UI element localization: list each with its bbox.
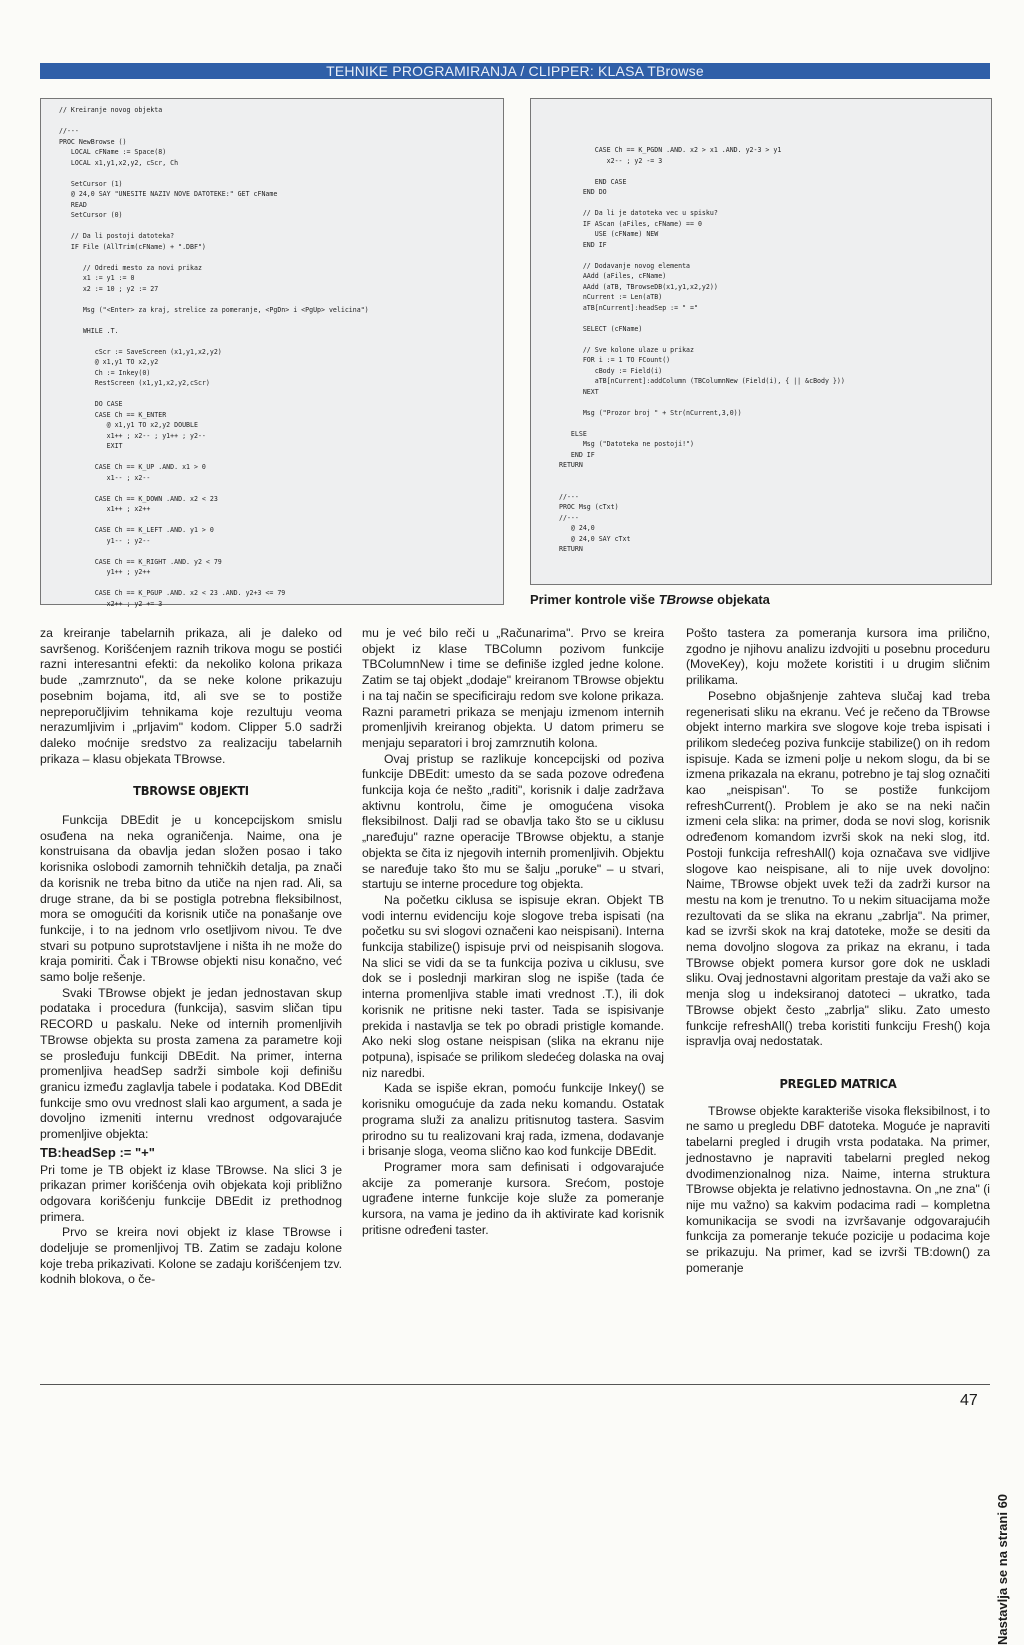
text-column-3 — [686, 626, 990, 1276]
paragraph: Programer mora sam definisati i odgovarajuće akcije za pomeranje kursora. Srećom, postoje ugrađene interne funkcije koje služe za pomeranje kursora, na vama je jedino da ih aktivirate kad korisnik pritisne određeni taster. — [362, 1159, 664, 1237]
code-listing-left — [40, 98, 504, 608]
page-number: 47 — [960, 1392, 978, 1409]
paragraph: Na početku ciklusa se ispisuje ekran. Objekt TB vodi internu evidenciju koje slogove treba ispisati (na početku su svi slogovi označeni kao neispisani). Interna funkcija stabilize() ispisuje prvi od neispisanih slogova. Na slici se vidi da se ta funkcija poziva u ciklusu, sve dok se i poslednji markiran slog ne ispiše (tada će interna promenljiva stable imati vrednost .T.), ili dok korisnik ne pritisne neki taster. Tada se ispisivanje prekida i nastavlja se tek po obradi pristigle komande. Ako neki slog ostane neispisan (slika na ekranu nije potpuna), ispisaće se prilikom sledećeg dolaska na ovaj niz naredbi. — [362, 892, 664, 1080]
caption-emphasis: TBrowse — [658, 592, 714, 607]
paragraph: TBrowse objekte karakteriše visoka fleksibilnost, i to ne samo u pregledu DBF datoteka. Moguće je napraviti tabelarni pregled i drugih vrsta podataka. Na primer, jednostavno je napraviti tabelarni pregled nekog dvodimenzionalnog niza. Naime, interna struktura TBrowse objekta je relativno jednostavna. On „ne zna" (i nije mu važno) sa kakvim podacima radi – kompletna komunikacija se svodi na izvršavanje odgovarajućih funkcija za pomeranje tekuće pozicije u podacima koje se prikazuju. Na primer, kad se izvrši TB:down() za pomeranje — [686, 1103, 990, 1275]
code-text-right: CASE Ch == K_PGDN .AND. x2 > x1 .AND. y2-3 > y1 x2-- ; y2 -= 3 END CASE END DO // Da li je datoteka vec u spisku? IF AScan (aFiles, cFName) == 0 USE (cFName) NEW END IF // Dodavanje novog elementa AAdd (aFiles, cFName) AAdd (aTB, TBrowseDB(x1,y1,x2,y2)) nCurrent := Len(aTB) aTB[nCurrent]:headSep := " =" SELECT (cFName) // Sve kolone ulaze u prikaz FOR i := 1 TO FCount() cBody := Field(i) aTB[nCurrent]:addColumn (TBColumnNew (Field(i), { || &cBody })) NEXT Msg ("Prozor broj " + Str(nCurrent,3,0)) ELSE Msg ("Datoteka ne postoji!") END IF RETURN //--- PROC Msg (cTxt) //--- @ 24,0 @ 24,0 SAY cTxt RETURN — [559, 146, 845, 553]
section-header: TEHNIKE PROGRAMIRANJA / CLIPPER: KLASA TBrowse — [40, 63, 990, 79]
section-heading-tbrowse: TBROWSE OBJEKTI — [133, 783, 249, 799]
code-text-left: // Kreiranje novog objekta //--- PROC NewBrowse () LOCAL cFName := Space(8) LOCAL x1,y1,x2,y2, cScr, Ch SetCursor (1) @ 24,0 SAY "UNESITE NAZIV NOVE DATOTEKE:" GET cFName READ SetCursor (0) // Da li postoji datoteka? IF File (AllTrim(cFName) + ".DBF") // Odredi mesto za novi prikaz x1 := y1 := 0 x2 := 10 ; y2 := 27 Msg ("<Enter> za kraj, strelice za pomeranje, <PgDn> i <PgUp> velicina") WHILE .T. cScr := SaveScreen (x1,y1,x2,y2) @ x1,y1 TO x2,y2 Ch := Inkey(0) RestScreen (x1,y1,x2,y2,cScr) DO CASE CASE Ch == K_ENTER @ x1,y1 TO x2,y2 DOUBLE x1++ ; x2-- ; y1++ ; y2-- EXIT CASE Ch == K_UP .AND. x1 > 0 x1-- ; x2-- CASE Ch == K_DOWN .AND. x2 < 23 x1++ ; x2++ CASE Ch == K_LEFT .AND. y1 > 0 y1-- ; y2-- CASE Ch == K_RIGHT .AND. y2 < 79 y1++ ; y2++ CASE Ch == K_PGUP .AND. x2 < 23 .AND. y2+3 <= 79 x2++ ; y2 += 3 — [59, 106, 369, 608]
inline-code: TB:headSep := "+" — [40, 1144, 155, 1160]
paragraph: za kreiranje tabelarnih prikaza, ali je daleko od savršenog. Korišćenjem raznih trikova mogu se postići razni interesantni efekti: da nekoliko kolona prikaza bude „zamrznuto", da se neke kolone prikazuju posebnim bojama, itd, ali sve se to postiže nepreporučljivim tehnikama koje rezultuju veoma nerazumljivim i „prljavim" kodom. Clipper 5.0 sadrži daleko moćnije sredstvo za realizaciju tabelarnih prikaza – klasu objekata TBrowse. — [40, 626, 342, 766]
code-listing-right — [530, 98, 992, 585]
continuation-note: Nastavlja se na strani 60 — [995, 1493, 1010, 1645]
paragraph: Pri tome je TB objekt iz klase TBrowse. Na slici 3 je prikazan primer korišćenja ovih objekata koji približno odgovara korišćenju funkcije DBEdit iz prethodnog primera. — [40, 1162, 342, 1224]
text-column-1 — [40, 626, 342, 1288]
text-column-2 — [362, 626, 664, 1238]
paragraph: Posebno objašnjenje zahteva slučaj kad treba regenerisati sliku na ekranu. Već je rečeno da TBrowse objekt interno markira sve slogove koje treba ispisati i prilikom sledećeg poziva funkcije stabilize() on ih redom ispisuje. Kada se izmeni polje u nekom slogu, da bi se izmena prikazala na ekranu, potrebno je taj slog označiti kao „neispisan". To se postiže funkcijom refreshCurrent(). Problem je ako se na neki način izmeni cela slika: na primer, doda se novi slog, korisnik određenom komandom izvrši skok na neki slog, itd. Postoji funkcija refreshAll() koja označava sve vidljive slogove kao neispisane, ali to nije uvek dovoljno: Naime, TBrowse objekt uvek teži da zadrži kursor na mestu na kom je trenutno. To u nekim situacijama može rezultovati da se slika na ekranu „zabrlja". Na primer, kad se izvrši skok na kraj datoteke, može se desiti da nema dovoljno slogova za prikaz na ekranu, i tada TBrowse objekt pomera kursor gore dok ne uskladi sliku. Ovaj jednostavni algoritam prestaje da važi ako se menja slog u indeksiranoj datoteci – ukratko, tada TBrowse objekt često „zabrlja" sliku. Zato umesto funkcije refreshAll() treba koristiti funkciju Fresh() koja ispravlja ovaj nedostatak. — [686, 688, 990, 1049]
paragraph: Kada se ispiše ekran, pomoću funkcije Inkey() se korisniku omogućuje da zada neku komandu. Ostatak programa služi za analizu pritisnutog tastera. Sasvim prirodno su tu realizovani kraj rada, izmena, dodavanje i brisanje sloga, veoma slično kao kod funkcije DBEdit. — [362, 1081, 664, 1159]
footer-rule — [40, 1384, 990, 1385]
paragraph: mu je već bilo reči u „Računarima". Prvo se kreira objekt iz klase TBColumn pozivom funkcije TBColumnNew i time se definiše izgled jedne kolone. Zatim se taj objekt „dodaje" kreiranom TBrowse objektu i na taj način se specificiraju redom sve kolone prikaza. Razni parametri prikaza se menjaju izmenom internih promenljivih kreiranog objekta. U datom primeru se menjaju separatori i broj zamrznutih kolona. — [362, 626, 664, 750]
paragraph: Funkcija DBEdit je u koncepcijskom smislu osuđena na neka ograničenja. Naime, ona je konstruisana da obavlja jedan složen posao i tako korisnika oslobodi zamornih tehničkih detalja, pa znači da korisnik ne treba bitno da utiče na njen rad. Ali, sa druge strane, da bi se postigla potrebna fleksibilnost, mora se omogućiti da korisnik utiče na ponašanje ove funkcije, i to na jednom vrlo osetljivom nivou. Te dve stvari su potpuno suprotstavljene i ništa ih ne može do kraja pomiriti. Čak i TBrowse objekti nisu konačno, već samo bolje rešenje. — [40, 813, 342, 985]
figure-caption: Primer kontrole više TBrowse objekata — [530, 592, 770, 607]
paragraph: Pošto tastera za pomeranja kursora ima prilično, zgodno je njihovu analizu izdvojiti u posebnu proceduru (MoveKey), koju možete koristiti i u drugim sličnim prilikama. — [686, 626, 990, 688]
paragraph: Ovaj pristup se razlikuje koncepcijski od poziva funkcije DBEdit: umesto da se sada pozove određena funkcija koja će nešto „raditi", korisnik i dalje zadržava aktivnu kontrolu, čime je omogućena visoka fleksibilnost. Dalji rad se obavlja tako što se u ciklusu „naređuju" razne operacije TBrowse objektu, a stanje objekta se čita iz njegovih internih promenljivih. Objektu se naređuje tako što mu se šalju „poruke" – u stvari, startuju se interne procedure tog objekta. — [362, 751, 664, 892]
section-heading-matrice: PREGLED MATRICA — [779, 1075, 897, 1091]
paragraph: Svaki TBrowse objekt je jedan jednostavan skup podataka i procedura (funkcija), sasvim sličan tipu RECORD u paskalu. Neke od internih promenljivih TBrowse objekta su prosta zamena za parametre koji se prosleđuju funkciji DBEdit. Na primer, interna promenljiva headSep sadrži simbole koji definišu granicu između zaglavlja tabele i podataka. Kod DBEdit funkcije smo ovu vrednost slali kao argument, a sada je dovoljno izmeniti internu vrednost odgovarajuće promenljive objekta: — [40, 985, 342, 1142]
paragraph: Prvo se kreira novi objekt iz klase TBrowse i dodeljuje se promenljivoj TB. Zatim se zadaju kolone koje treba prikazivati. Kolone se zadaju korišćenjem tzv. kodnih blokova, o če- — [40, 1225, 342, 1287]
